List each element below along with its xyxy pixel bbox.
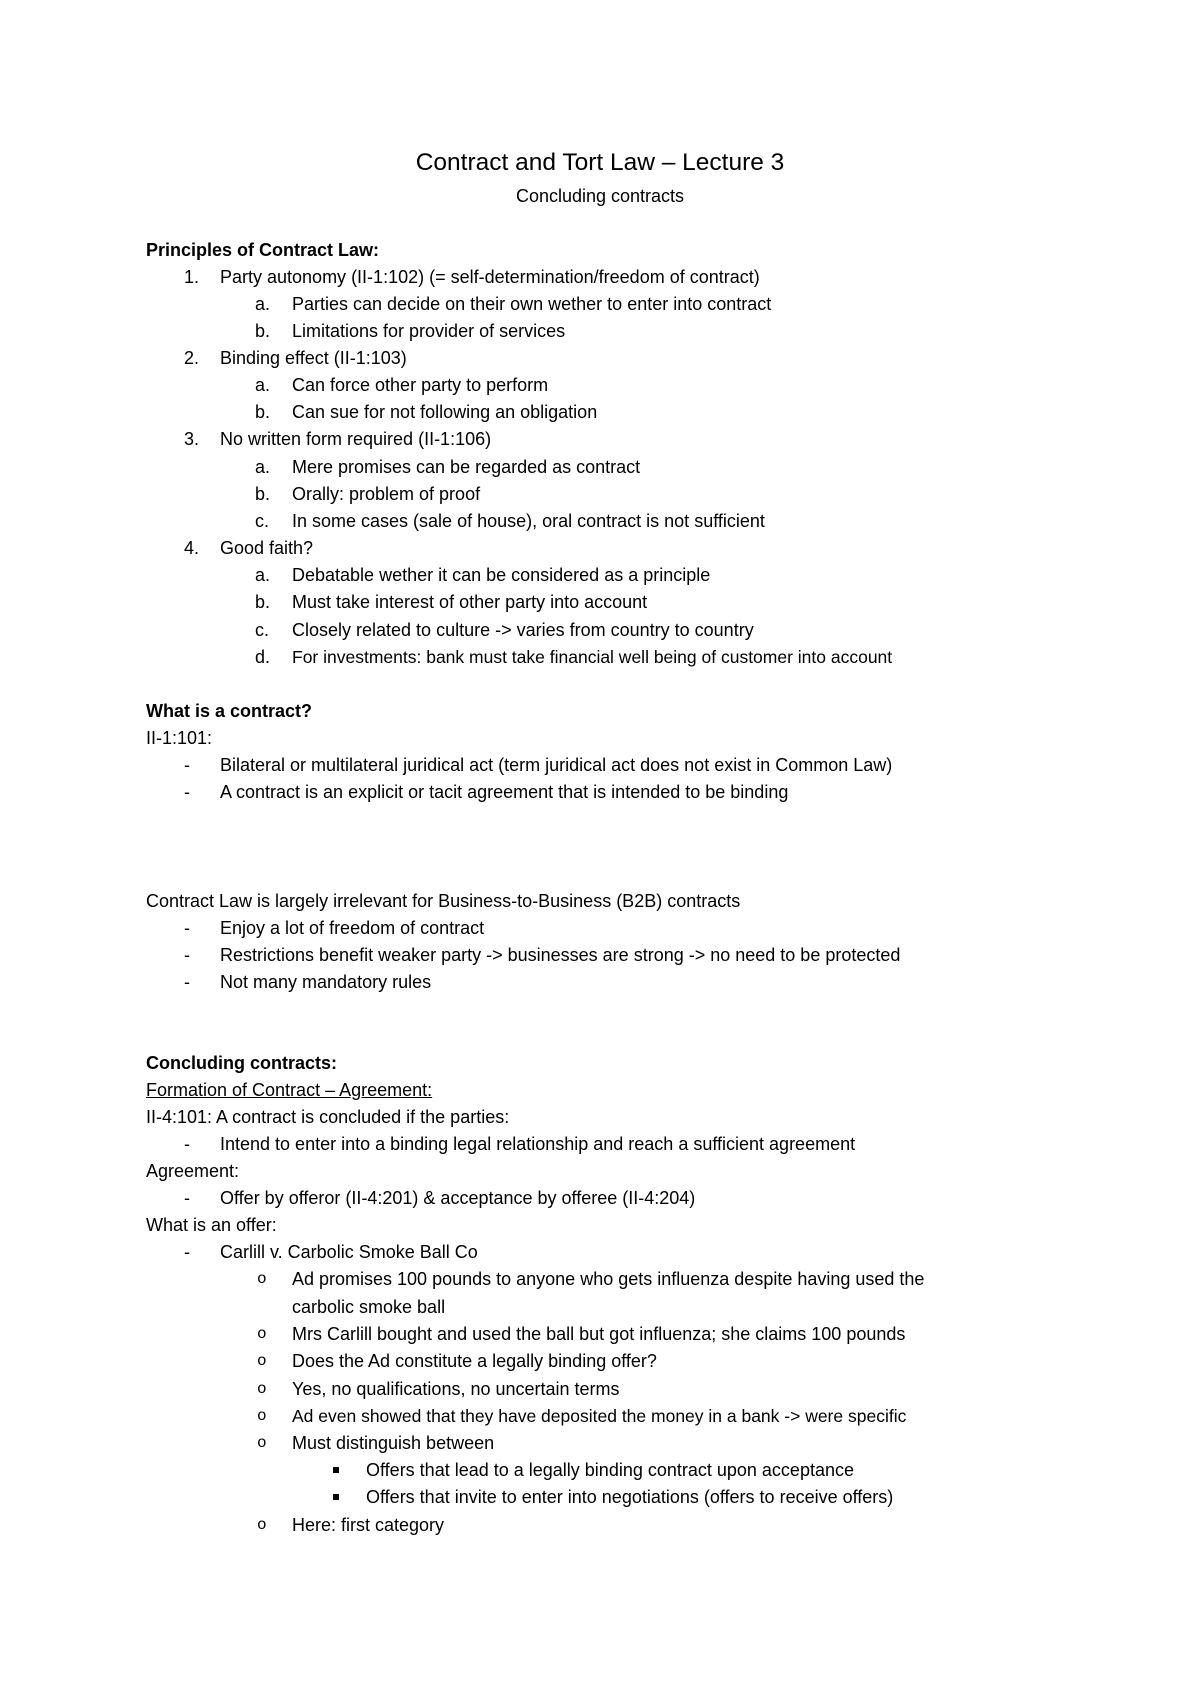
list-subitem: Ad promises 100 pounds to anyone who gets influenza despite having used the (292, 1269, 925, 1289)
list-letter: c. (255, 620, 270, 640)
list-subitem: Here: first category (292, 1515, 445, 1535)
list-item: Offer by offeror (II-4:201) & acceptance by offeree (II-4:204) (220, 1188, 696, 1208)
list-subitem: For investments: bank must take financial well being of customer into account (292, 647, 893, 667)
list-subitem: Closely related to culture -> varies from country to country (292, 620, 754, 640)
list-subitem: Parties can decide on their own wether to enter into contract (292, 294, 772, 314)
document-subtitle: Concluding contracts (515, 186, 685, 206)
circle-bullet: o (257, 1516, 267, 1534)
list-subitem: Debatable wether it can be considered as a principle (292, 565, 711, 585)
dash-bullet: - (184, 1188, 190, 1208)
list-subitem: Must distinguish between (292, 1433, 495, 1453)
formation-subheading: Formation of Contract – Agreement: (146, 1080, 433, 1100)
section-ref: II-4:101: A contract is concluded if the parties: (146, 1107, 510, 1127)
concluding-heading: Concluding contracts: (146, 1053, 338, 1073)
circle-bullet: o (257, 1325, 267, 1343)
list-letter: b. (255, 592, 271, 612)
circle-bullet: o (257, 1270, 267, 1288)
document-title: Contract and Tort Law – Lecture 3 (415, 149, 785, 176)
list-item: Restrictions benefit weaker party -> businesses are strong -> no need to be protected (220, 945, 901, 965)
agreement-label: Agreement: (146, 1161, 240, 1181)
list-subitem: Orally: problem of proof (292, 484, 481, 504)
list-subsubitem: Offers that invite to enter into negotiations (offers to receive offers) (366, 1487, 894, 1507)
list-letter: b. (255, 402, 271, 422)
list-letter: a. (255, 375, 271, 395)
list-letter: a. (255, 457, 271, 477)
list-letter: a. (255, 565, 271, 585)
list-subitem-continued: carbolic smoke ball (292, 1297, 446, 1317)
list-subitem: Limitations for provider of services (292, 321, 566, 341)
circle-bullet: o (257, 1380, 267, 1398)
list-item: Party autonomy (II-1:102) (= self-determination/freedom of contract) (220, 267, 760, 287)
list-letter: b. (255, 484, 271, 504)
list-item: Bilateral or multilateral juridical act (term juridical act does not exist in Common Law) (220, 755, 893, 775)
list-subitem: Can sue for not following an obligation (292, 402, 598, 422)
circle-bullet: o (257, 1352, 267, 1370)
square-bullet (333, 1494, 339, 1500)
list-item: No written form required (II-1:106) (220, 429, 492, 449)
dash-bullet: - (184, 1134, 190, 1154)
square-bullet (333, 1467, 339, 1473)
list-subitem: Yes, no qualifications, no uncertain terms (292, 1379, 620, 1399)
dash-bullet: - (184, 755, 190, 775)
list-letter: a. (255, 294, 271, 314)
list-subitem: Ad even showed that they have deposited the money in a bank -> were specific (292, 1406, 907, 1426)
case-name: Carlill v. Carbolic Smoke Ball Co (220, 1242, 478, 1262)
section-ref: II-1:101: (146, 728, 213, 748)
list-item: Enjoy a lot of freedom of contract (220, 918, 485, 938)
b2b-intro: Contract Law is largely irrelevant for Business-to-Business (B2B) contracts (146, 891, 741, 911)
list-item: Intend to enter into a binding legal relationship and reach a sufficient agreement (220, 1134, 856, 1154)
list-item: Binding effect (II-1:103) (220, 348, 407, 368)
list-item: Good faith? (220, 538, 314, 558)
list-number: 2. (184, 348, 200, 368)
dash-bullet: - (184, 918, 190, 938)
list-number: 1. (184, 267, 200, 287)
list-item: A contract is an explicit or tacit agreement that is intended to be binding (220, 782, 789, 802)
list-subitem: In some cases (sale of house), oral contract is not sufficient (292, 511, 765, 531)
dash-bullet: - (184, 1242, 190, 1262)
list-number: 3. (184, 429, 200, 449)
list-subitem: Mrs Carlill bought and used the ball but got influenza; she claims 100 pounds (292, 1324, 906, 1344)
list-number: 4. (184, 538, 200, 558)
what-is-contract-heading: What is a contract? (146, 701, 313, 721)
dash-bullet: - (184, 972, 190, 992)
list-item: Not many mandatory rules (220, 972, 432, 992)
list-subsubitem: Offers that lead to a legally binding contract upon acceptance (366, 1460, 854, 1480)
list-subitem: Mere promises can be regarded as contract (292, 457, 641, 477)
dash-bullet: - (184, 782, 190, 802)
circle-bullet: o (257, 1434, 267, 1452)
principles-heading: Principles of Contract Law: (146, 240, 380, 260)
list-letter: d. (255, 647, 271, 667)
list-letter: c. (255, 511, 270, 531)
list-subitem: Does the Ad constitute a legally binding offer? (292, 1351, 657, 1371)
list-subitem: Must take interest of other party into account (292, 592, 648, 612)
list-letter: b. (255, 321, 271, 341)
offer-label: What is an offer: (146, 1215, 277, 1235)
list-subitem: Can force other party to perform (292, 375, 549, 395)
dash-bullet: - (184, 945, 190, 965)
circle-bullet: o (257, 1407, 267, 1425)
